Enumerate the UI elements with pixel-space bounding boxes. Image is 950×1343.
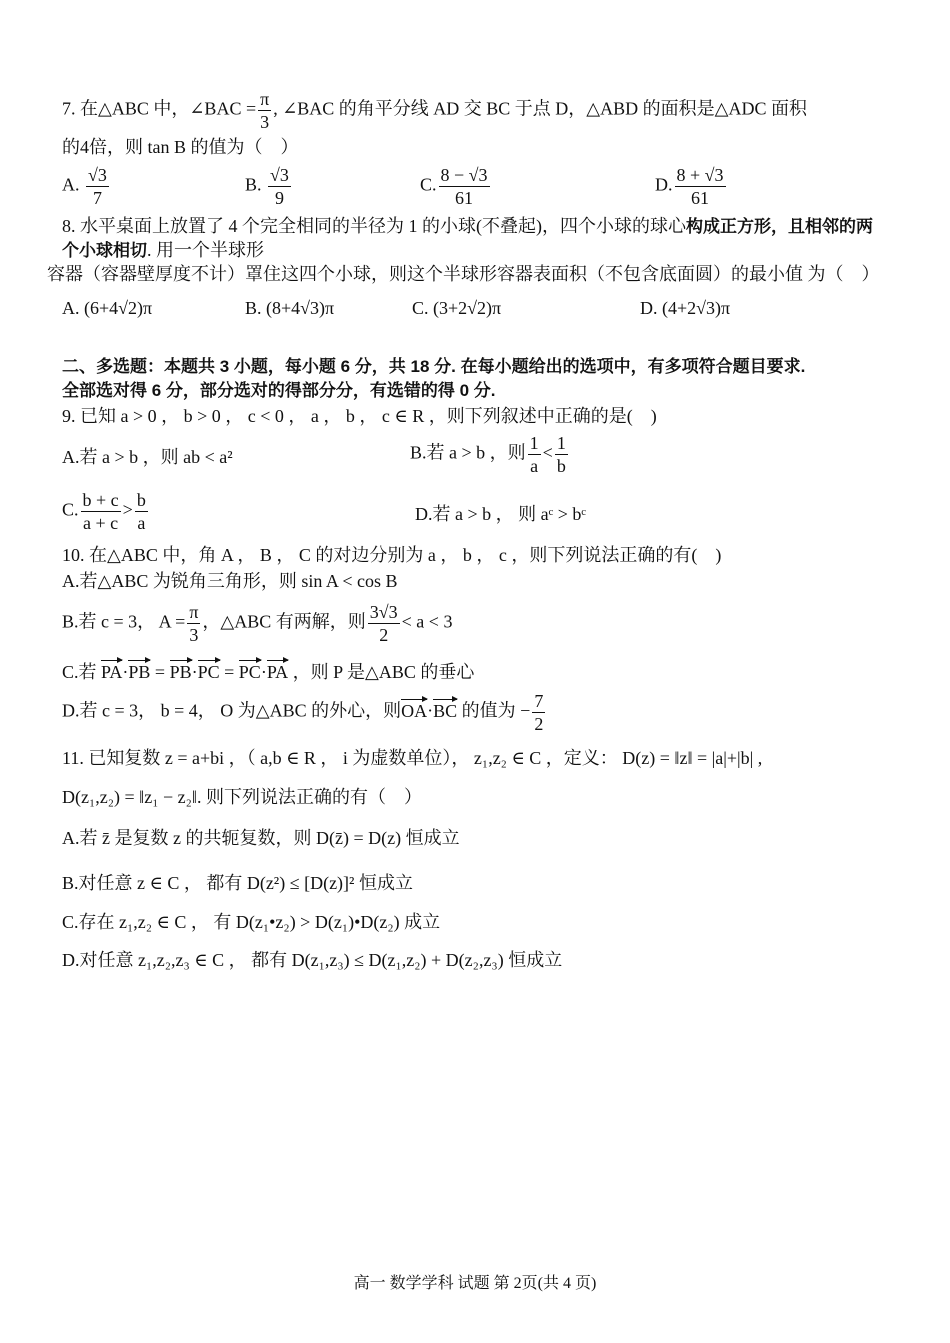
vector: PC xyxy=(238,662,261,682)
vector: BC xyxy=(433,700,458,721)
option-text: B.若 a > b ，则 xyxy=(410,442,526,463)
denominator: a xyxy=(530,456,539,476)
option-text: C.若 xyxy=(62,662,97,682)
denominator: a + c xyxy=(83,513,119,533)
denominator: 7 xyxy=(92,188,102,208)
operator: > xyxy=(122,499,133,520)
q11-line2: D(z₁,z₂) = ‖z₁ − z₂‖. 则下列说法正确的有（ ） xyxy=(62,787,422,807)
option-text: < a < 3 xyxy=(401,611,453,632)
numerator: b xyxy=(136,490,146,510)
denominator: 9 xyxy=(274,188,284,208)
q7-option-d xyxy=(655,164,728,209)
q11-option-c: C.存在 z₁,z₂ ∈ C ， 有 D(z₁•z₂) > D(z₁)•D(z₂) 成立 xyxy=(62,912,441,932)
option-text: C. xyxy=(62,499,79,520)
numerator: π xyxy=(189,602,199,622)
q9-option-c xyxy=(62,489,150,534)
fraction xyxy=(81,489,121,534)
fraction xyxy=(86,164,109,209)
numerator: 8 + √3 xyxy=(676,165,724,185)
fraction xyxy=(528,432,541,477)
vector: PB xyxy=(128,662,151,682)
denominator: 2 xyxy=(534,714,544,734)
operator: < xyxy=(542,442,553,463)
fraction xyxy=(135,489,148,534)
option-label: A. xyxy=(62,174,80,195)
fraction xyxy=(555,432,568,477)
fraction xyxy=(187,601,200,646)
option-label: B. xyxy=(245,174,262,195)
fraction xyxy=(368,601,400,646)
q7-option-b xyxy=(245,164,293,209)
operator: · xyxy=(122,662,129,682)
operator: = xyxy=(150,662,170,682)
denominator: 2 xyxy=(379,625,389,645)
q7-text: , ∠BAC 的角平分线 AD 交 BC 于点 D，△ABD 的面积是△ADC 面积 xyxy=(273,98,807,119)
q8-line3: 容器（容器壁厚度不计）罩住这四个小球，则这个半球形容器表面积（不包含底面圆）的最小值 为（ ） xyxy=(47,264,880,284)
q9-option-a: A.若 a > b ，则 ab < a² xyxy=(62,447,233,467)
q11-option-d: D.对任意 z₁,z₂,z₃ ∈ C ， 都有 D(z₁,z₃) ≤ D(z₁,z₂) + D(z₂,z₃) 恒成立 xyxy=(62,950,563,970)
q7-line2: 的4倍，则 tan B 的值为（ ） xyxy=(62,137,299,157)
vector: PC xyxy=(197,662,220,682)
q7-option-c xyxy=(420,164,492,209)
denominator: b xyxy=(556,456,566,476)
option-label: C. xyxy=(420,174,437,195)
option-text: B.若 c = 3， A = xyxy=(62,611,186,632)
option-text: D.若 c = 3， b = 4， O 为△ABC 的外心，则 xyxy=(62,700,402,721)
numerator: 3√3 xyxy=(369,602,398,622)
fraction xyxy=(532,690,545,735)
vector: PA xyxy=(266,662,289,682)
operator: = xyxy=(219,662,239,682)
q8-option-b: B. (8+4√3)π xyxy=(245,298,335,318)
numerator: 8 − √3 xyxy=(440,165,488,185)
vector: OA xyxy=(401,700,428,721)
option-label: D. xyxy=(655,174,673,195)
q8-option-c: C. (3+2√2)π xyxy=(412,298,502,318)
vector: PB xyxy=(169,662,192,682)
page-footer: 高一 数学学科 试题 第 2页(共 4 页) xyxy=(353,1275,597,1292)
q10-option-b xyxy=(62,601,452,646)
q7-text: 7. 在△ABC 中，∠BAC = xyxy=(62,98,257,119)
q10-option-c xyxy=(62,661,474,683)
q9-option-b xyxy=(410,432,570,477)
fraction xyxy=(268,164,291,209)
q8-line1 xyxy=(62,215,873,238)
section-heading: 二、多选题：本题共 3 小题，每小题 6 分，共 18 分. 在每小题给出的选项中，有多项符合题目要求. xyxy=(62,357,806,376)
operator: · xyxy=(191,662,198,682)
fraction xyxy=(258,88,271,133)
operator: · xyxy=(427,700,434,721)
numerator: 1 xyxy=(529,433,539,453)
q10-stem: 10. 在△ABC 中，角 A ， B ， C 的对边分别为 a ， b ， c ，则下列说法正确的有( ) xyxy=(62,545,722,565)
q11-line1: 11. 已知复数 z = a+bi ，（ a,b ∈ R ， i 为虚数单位）， z₁,z₂ ∈ C ，定义： D(z) = ‖z‖ = |a|+|b| , xyxy=(62,748,763,768)
option-text: ，则 P 是△ABC 的垂心 xyxy=(292,662,475,682)
q8-text-bold: 构成正方形，且相邻的两 xyxy=(686,217,873,236)
q7-option-a xyxy=(62,164,111,209)
denominator: 61 xyxy=(691,188,710,208)
denominator: 3 xyxy=(189,625,199,645)
numerator: √3 xyxy=(88,165,107,185)
numerator: π xyxy=(260,89,270,109)
numerator: √3 xyxy=(270,165,289,185)
denominator: a xyxy=(137,513,146,533)
operator: · xyxy=(260,662,267,682)
option-text: 的值为 − xyxy=(461,700,531,721)
fraction xyxy=(675,164,726,209)
q8-option-a: A. (6+4√2)π xyxy=(62,298,153,318)
q8-line2 xyxy=(62,239,264,262)
q9-option-d: D.若 a > b ， 则 aᶜ > bᶜ xyxy=(415,504,586,524)
section-instructions: 全部选对得 6 分，部分选对的得部分分，有选错的得 0 分. xyxy=(62,381,496,400)
q9-stem: 9. 已知 a > 0 ， b > 0 ， c < 0 ， a ， b ， c ∈ R ，则下列叙述中正确的是( ) xyxy=(62,406,657,426)
q10-option-a: A.若△ABC 为锐角三角形，则 sin A < cos B xyxy=(62,571,398,591)
q11-option-a: A.若 z̄ 是复数 z 的共轭复数，则 D(z̄) = D(z) 恒成立 xyxy=(62,828,460,848)
option-text: ，△ABC 有两解，则 xyxy=(202,611,366,632)
q8-text: 8. 水平桌面上放置了 4 个完全相同的半径为 1 的小球(不叠起)，四个小球的球心 xyxy=(62,216,686,236)
numerator: b + c xyxy=(82,490,119,510)
numerator: 1 xyxy=(556,433,566,453)
q7-line1 xyxy=(62,88,807,133)
numerator: 7 xyxy=(534,691,544,711)
fraction xyxy=(439,164,490,209)
denominator: 61 xyxy=(455,188,474,208)
q10-option-d xyxy=(62,690,547,735)
q11-option-b: B.对任意 z ∈ C ， 都有 D(z²) ≤ [D(z)]² 恒成立 xyxy=(62,873,413,893)
q8-option-d: D. (4+2√3)π xyxy=(640,298,731,318)
q8-text-bold: 个小球相切 xyxy=(62,241,147,260)
denominator: 3 xyxy=(260,112,270,132)
vector: PA xyxy=(101,662,123,682)
q8-text: . 用一个半球形 xyxy=(147,240,264,260)
